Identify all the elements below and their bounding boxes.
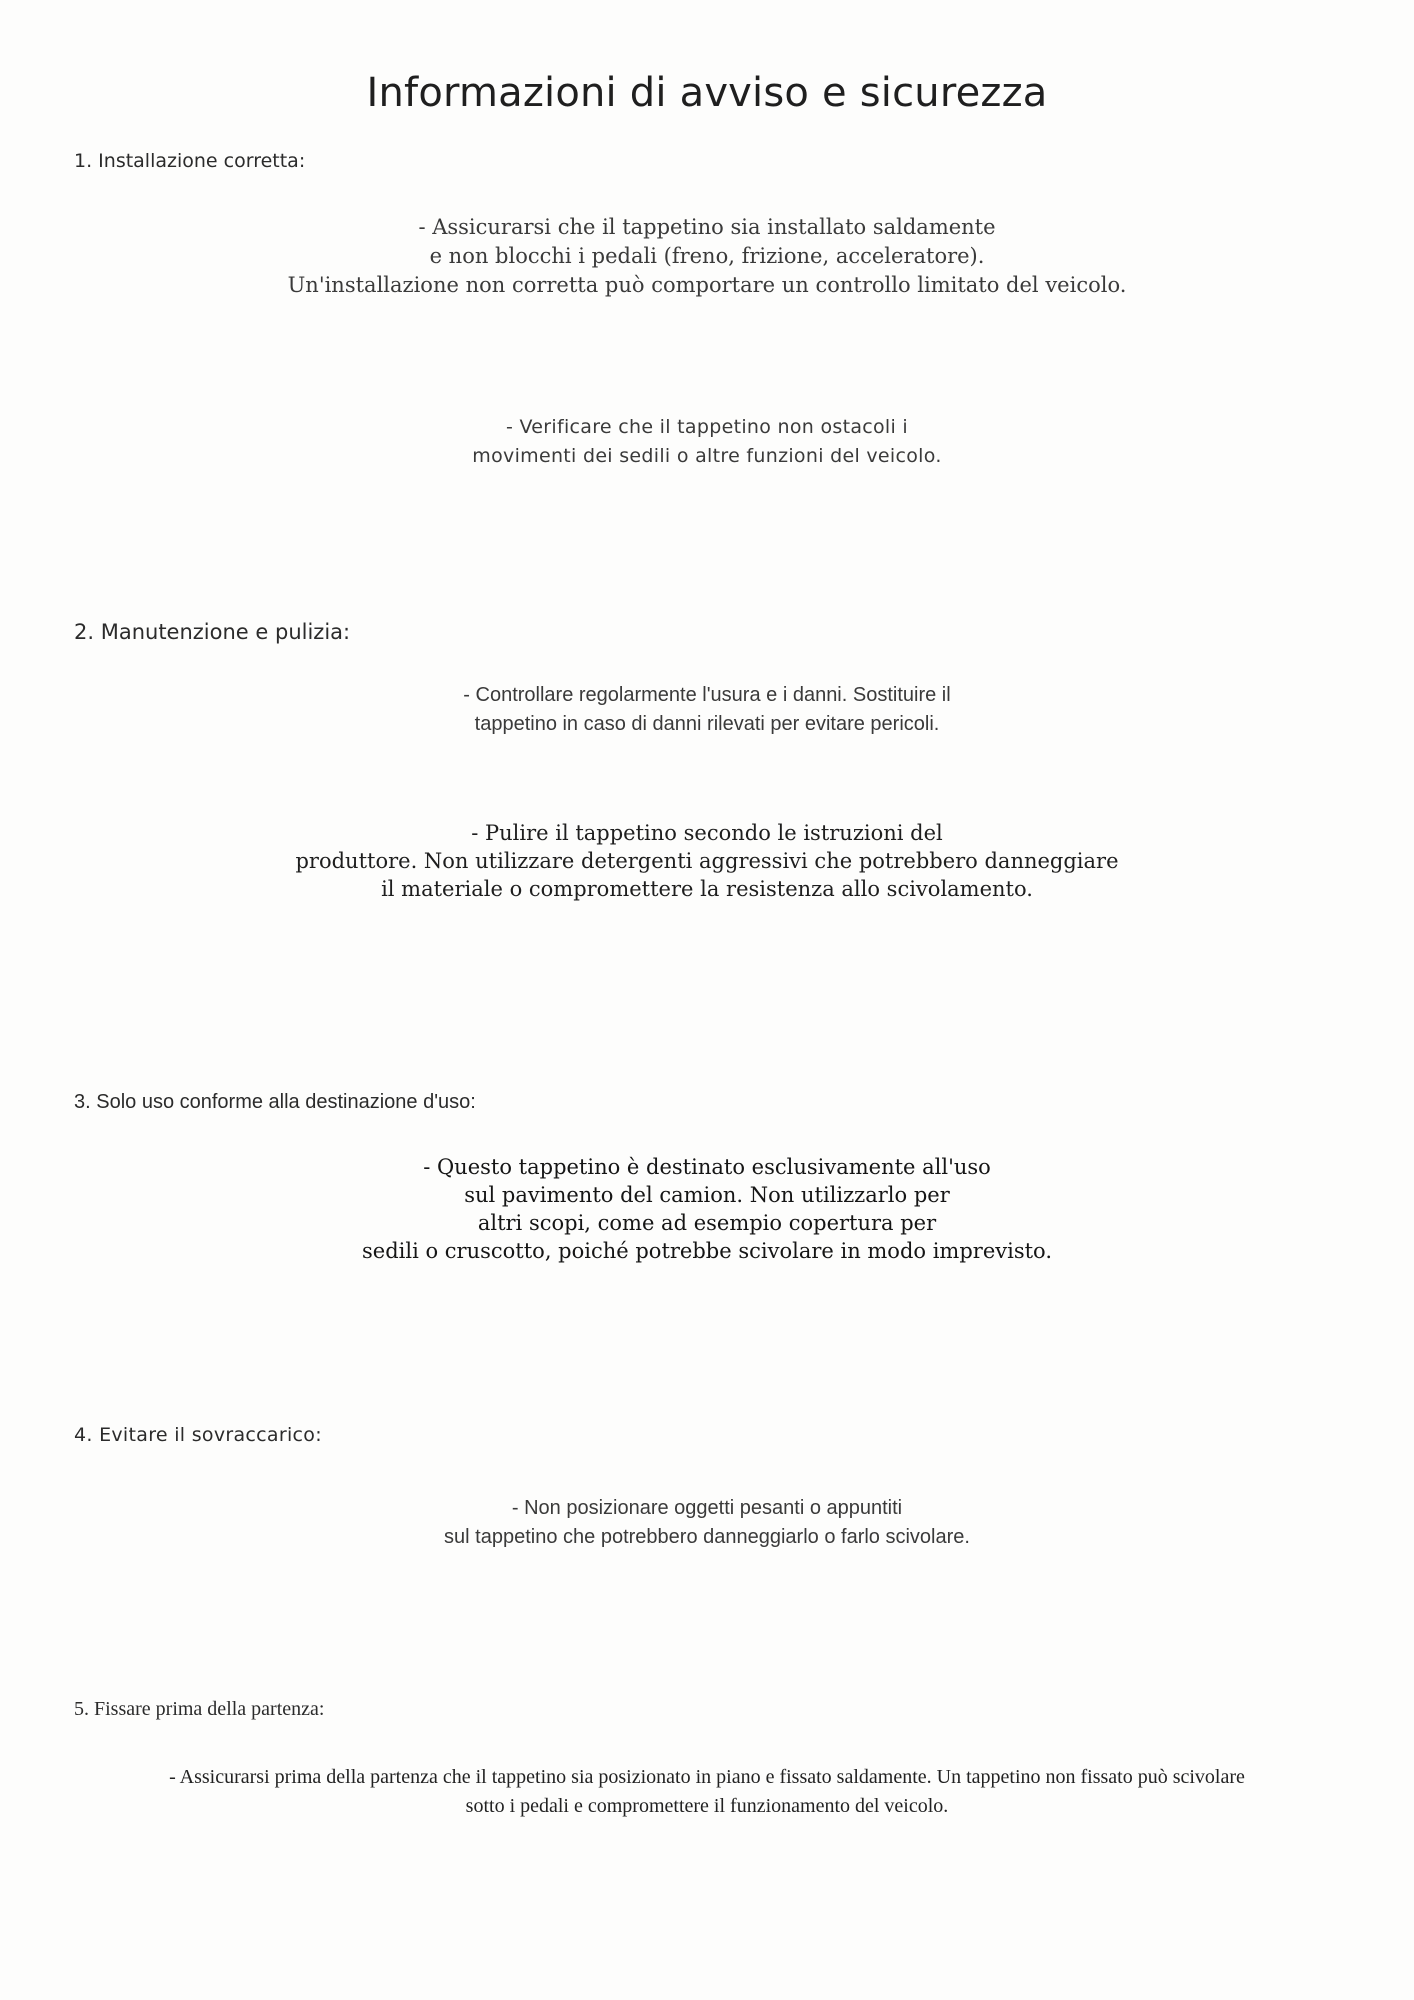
paragraph-installation-secure: - Assicurarsi che il tappetino sia installato saldamente e non blocchi i pedali (freno, frizione, acceleratore). Un'installazione non corretta può comportare un controllo limitato del veicolo. (287, 215, 1127, 297)
section-heading-maintenance: 2. Manutenzione e pulizia: (74, 620, 351, 644)
section-heading-overload: 4. Evitare il sovraccarico: (74, 1424, 322, 1446)
section-heading-secure-before-departure: 5. Fissare prima della partenza: (74, 1698, 325, 1720)
paragraph-installation-seats: - Verificare che il tappetino non ostacoli i movimenti dei sedili o altre funzioni del veicolo. (472, 416, 942, 467)
section-heading-installation: 1. Installazione corretta: (74, 150, 306, 172)
paragraph-maintenance-check: - Controllare regolarmente l'usura e i danni. Sostituire il tappetino in caso di danni rilevati per evitare pericoli. (463, 684, 951, 735)
paragraph-intended-use: - Questo tappetino è destinato esclusivamente all'uso sul pavimento del camion. Non utilizzarlo per altri scopi, come ad esempio copertura per sedili o cruscotto, poiché potrebbe scivolare in modo imprevisto. (362, 1155, 1052, 1263)
page-title: Informazioni di avviso e sicurezza (366, 70, 1048, 116)
section-heading-intended-use: 3. Solo uso conforme alla destinazione d'uso: (74, 1091, 476, 1113)
paragraph-maintenance-cleaning: - Pulire il tappetino secondo le istruzioni del produttore. Non utilizzare detergenti aggressivi che potrebbero danneggiare il materiale o compromettere la resistenza allo scivolamento. (295, 821, 1119, 901)
paragraph-overload: - Non posizionare oggetti pesanti o appuntiti sul tappetino che potrebbero danneggiarlo o farlo scivolare. (444, 1497, 970, 1548)
paragraph-secure-before-departure: - Assicurarsi prima della partenza che il tappetino sia posizionato in piano e fissato saldamente. Un tappetino non fissato può scivolare sotto i pedali e compromettere il funzionamento del veicolo. (169, 1766, 1245, 1817)
